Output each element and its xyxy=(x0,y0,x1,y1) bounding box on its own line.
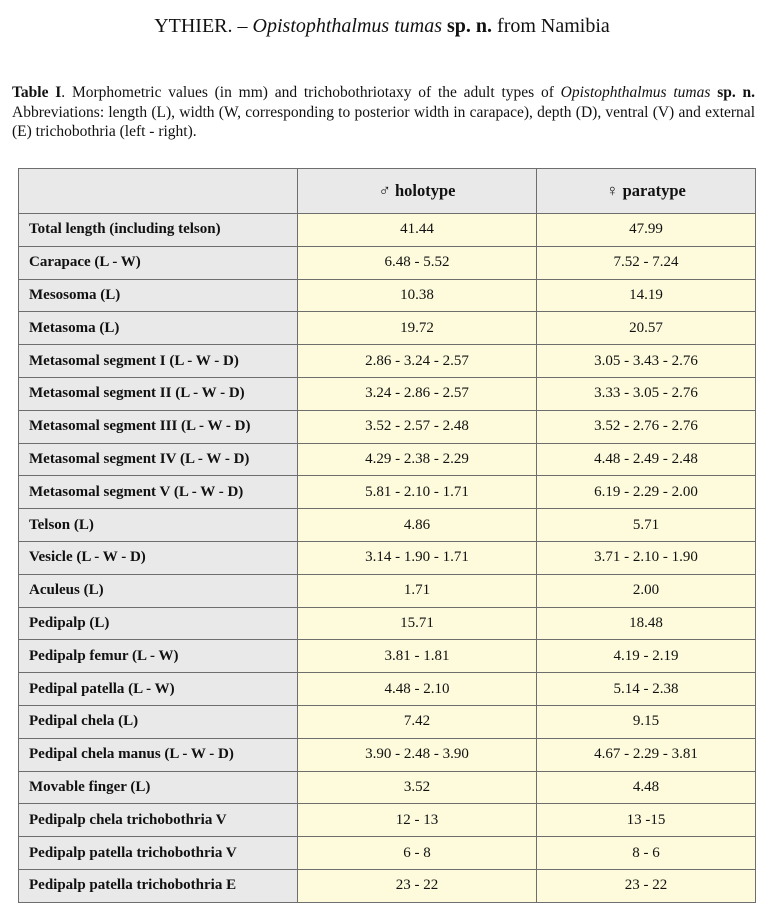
author: YTHIER. xyxy=(154,15,233,37)
row-label: Total length (including telson) xyxy=(19,214,298,247)
table-row xyxy=(19,509,756,542)
table-row xyxy=(19,673,756,706)
paratype-value: 4.48 xyxy=(537,771,756,804)
holotype-value: 23 - 22 xyxy=(298,869,537,902)
holotype-value: 2.86 - 3.24 - 2.57 xyxy=(298,345,537,378)
row-label: Aculeus (L) xyxy=(19,574,298,607)
paratype-value: 7.52 - 7.24 xyxy=(537,246,756,279)
holotype-value: 10.38 xyxy=(298,279,537,312)
table-header-row xyxy=(19,169,756,214)
sp-n: sp. n. xyxy=(447,15,493,37)
paratype-value: 3.05 - 3.43 - 2.76 xyxy=(537,345,756,378)
table-row xyxy=(19,574,756,607)
morphometric-table-wrap xyxy=(18,168,756,903)
holotype-value: 12 - 13 xyxy=(298,804,537,837)
row-label: Pedipal chela (L) xyxy=(19,705,298,738)
holotype-value: 7.42 xyxy=(298,705,537,738)
table-caption xyxy=(12,83,755,142)
table-row xyxy=(19,312,756,345)
table-row xyxy=(19,443,756,476)
table-row xyxy=(19,607,756,640)
running-head xyxy=(0,14,764,38)
paratype-value: 2.00 xyxy=(537,574,756,607)
table-row xyxy=(19,246,756,279)
holotype-value: 41.44 xyxy=(298,214,537,247)
holotype-value: 5.81 - 2.10 - 1.71 xyxy=(298,476,537,509)
caption-text-2: Abbreviations: length (L), width (W, corresponding to posterior width in carapace), depth (D), ventral (V) and external (E) trichobothria (left - right). xyxy=(12,103,755,140)
row-label: Metasomal segment III (L - W - D) xyxy=(19,410,298,443)
holotype-value: 4.48 - 2.10 xyxy=(298,673,537,706)
paratype-value: 18.48 xyxy=(537,607,756,640)
table-row xyxy=(19,476,756,509)
row-label: Pedipalp patella trichobothria E xyxy=(19,869,298,902)
paratype-value: 47.99 xyxy=(537,214,756,247)
paratype-value: 5.14 - 2.38 xyxy=(537,673,756,706)
table-body xyxy=(19,214,756,903)
table-row xyxy=(19,837,756,870)
row-label: Telson (L) xyxy=(19,509,298,542)
table-row xyxy=(19,279,756,312)
table-row xyxy=(19,804,756,837)
table-row xyxy=(19,345,756,378)
paratype-value: 4.48 - 2.49 - 2.48 xyxy=(537,443,756,476)
holotype-value: 3.52 xyxy=(298,771,537,804)
holotype-value: 6.48 - 5.52 xyxy=(298,246,537,279)
paratype-value: 3.33 - 3.05 - 2.76 xyxy=(537,377,756,410)
header-holotype: ♂ holotype xyxy=(298,169,537,214)
holotype-value: 3.24 - 2.86 - 2.57 xyxy=(298,377,537,410)
running-head-suffix: from Namibia xyxy=(497,15,610,37)
holotype-value: 3.14 - 1.90 - 1.71 xyxy=(298,541,537,574)
row-label: Metasomal segment IV (L - W - D) xyxy=(19,443,298,476)
row-label: Metasoma (L) xyxy=(19,312,298,345)
header-paratype: ♀ paratype xyxy=(537,169,756,214)
paratype-value: 23 - 22 xyxy=(537,869,756,902)
paratype-value: 9.15 xyxy=(537,705,756,738)
row-label: Pedipalp femur (L - W) xyxy=(19,640,298,673)
paratype-value: 13 -15 xyxy=(537,804,756,837)
holotype-value: 15.71 xyxy=(298,607,537,640)
paratype-value: 4.19 - 2.19 xyxy=(537,640,756,673)
holotype-value: 19.72 xyxy=(298,312,537,345)
table-row xyxy=(19,771,756,804)
row-label: Pedipalp (L) xyxy=(19,607,298,640)
row-label: Metasomal segment V (L - W - D) xyxy=(19,476,298,509)
species-name: Opistophthalmus tumas xyxy=(252,15,442,37)
table-row xyxy=(19,410,756,443)
row-label: Movable finger (L) xyxy=(19,771,298,804)
holotype-value: 3.52 - 2.57 - 2.48 xyxy=(298,410,537,443)
holotype-value: 1.71 xyxy=(298,574,537,607)
paratype-value: 4.67 - 2.29 - 3.81 xyxy=(537,738,756,771)
table-row xyxy=(19,705,756,738)
paratype-value: 14.19 xyxy=(537,279,756,312)
row-label: Metasomal segment I (L - W - D) xyxy=(19,345,298,378)
holotype-value: 3.81 - 1.81 xyxy=(298,640,537,673)
row-label: Pedipalp chela trichobothria V xyxy=(19,804,298,837)
paratype-value: 3.52 - 2.76 - 2.76 xyxy=(537,410,756,443)
caption-text-1: . Morphometric values (in mm) and trichobothriotaxy of the adult types of xyxy=(61,84,561,101)
holotype-value: 6 - 8 xyxy=(298,837,537,870)
table-row xyxy=(19,214,756,247)
table-row xyxy=(19,377,756,410)
paratype-value: 3.71 - 2.10 - 1.90 xyxy=(537,541,756,574)
holotype-value: 3.90 - 2.48 - 3.90 xyxy=(298,738,537,771)
caption-label: Table I xyxy=(12,84,62,101)
caption-sp-n: sp. n. xyxy=(717,84,756,101)
paratype-value: 20.57 xyxy=(537,312,756,345)
row-label: Carapace (L - W) xyxy=(19,246,298,279)
table-row xyxy=(19,869,756,902)
caption-species: Opistophthalmus tumas xyxy=(560,84,711,101)
dash: – xyxy=(232,15,253,37)
holotype-value: 4.86 xyxy=(298,509,537,542)
table-row xyxy=(19,640,756,673)
holotype-value: 4.29 - 2.38 - 2.29 xyxy=(298,443,537,476)
row-label: Mesosoma (L) xyxy=(19,279,298,312)
row-label: Pedipal patella (L - W) xyxy=(19,673,298,706)
header-blank-cell xyxy=(19,169,298,214)
row-label: Pedipal chela manus (L - W - D) xyxy=(19,738,298,771)
paratype-value: 6.19 - 2.29 - 2.00 xyxy=(537,476,756,509)
paratype-value: 5.71 xyxy=(537,509,756,542)
row-label: Pedipalp patella trichobothria V xyxy=(19,837,298,870)
paratype-value: 8 - 6 xyxy=(537,837,756,870)
table-row xyxy=(19,541,756,574)
row-label: Vesicle (L - W - D) xyxy=(19,541,298,574)
row-label: Metasomal segment II (L - W - D) xyxy=(19,377,298,410)
morphometric-table xyxy=(18,168,756,903)
table-row xyxy=(19,738,756,771)
